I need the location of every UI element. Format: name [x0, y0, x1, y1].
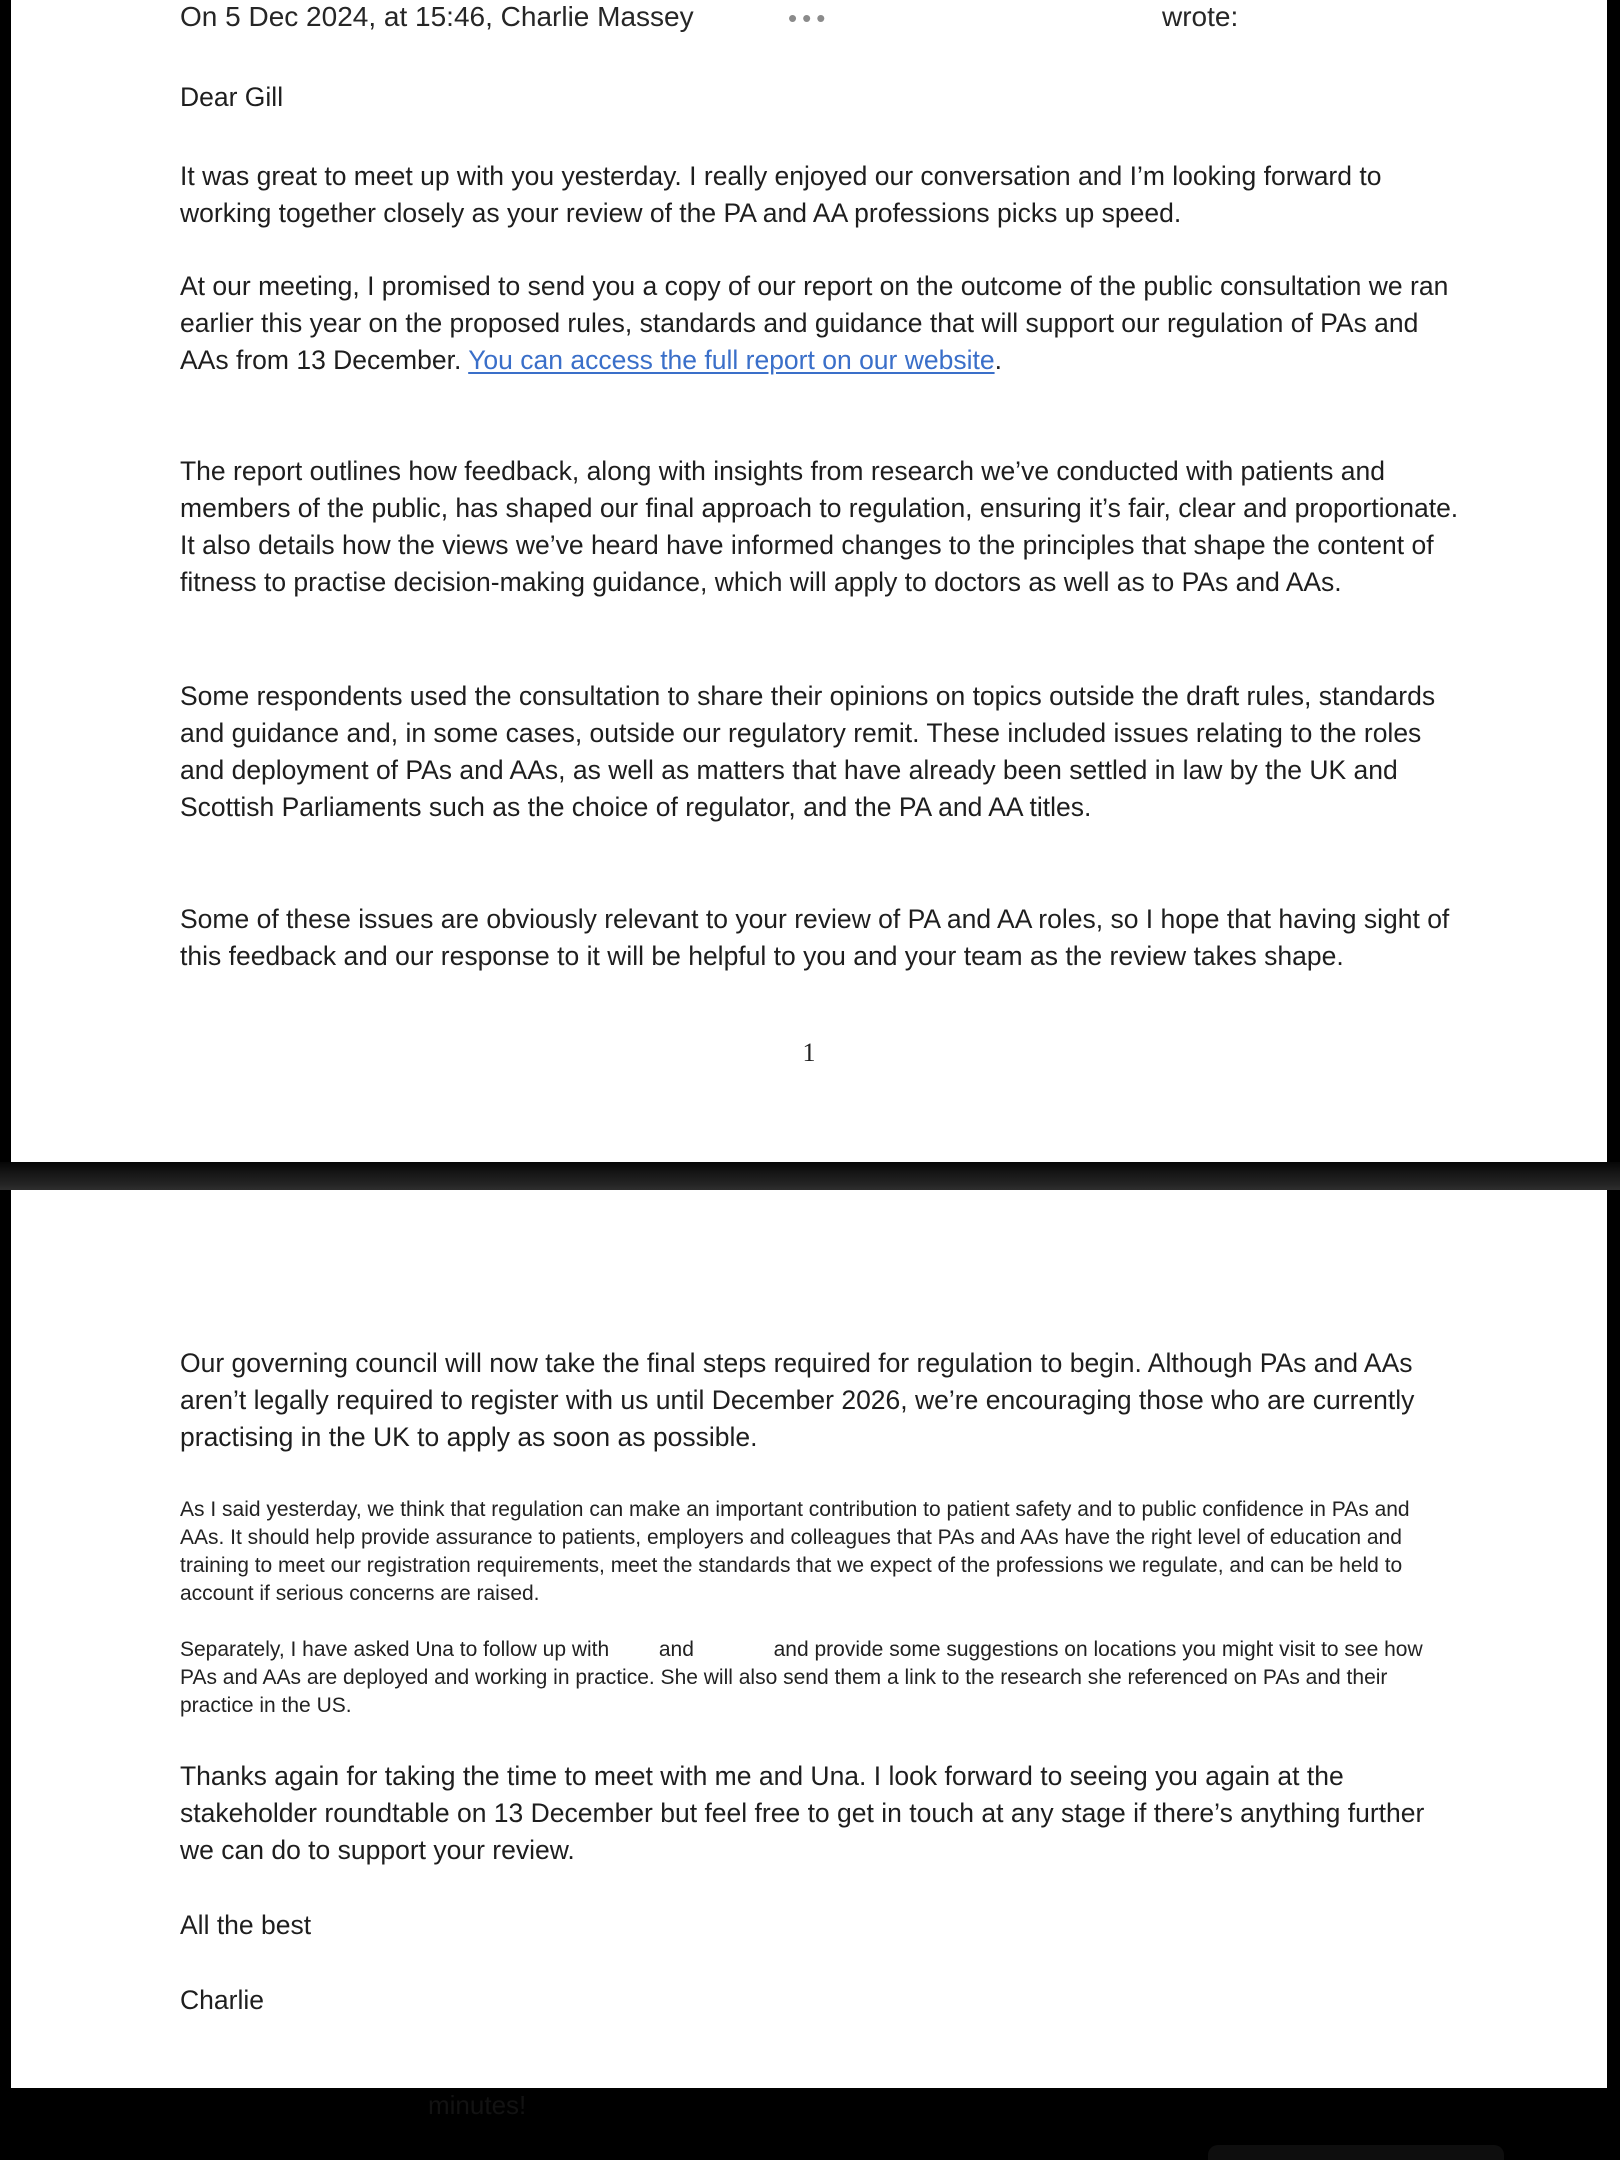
body-paragraph-2 — [180, 268, 1464, 379]
page-1 — [11, 0, 1607, 1162]
paragraph-text: and provide some suggestions on locations you might visit to see how PAs and AAs are deployed and working in practice. She will also send them a link to the research she referenced on PAs and their practice in the US. — [180, 1638, 1423, 1717]
paragraph-text: At our meeting, I promised to send you a copy of our report on the outcome of the public consultation we ran earlier this year on the proposed rules, standards and guidance that will support our regulation of PAs and AAs from 13 December. — [180, 271, 1449, 375]
body-paragraph-4: Some respondents used the consultation to share their opinions on topics outside the draft rules, standards and guidance and, in some cases, outside our regulatory remit. These included issues relating to the roles and deployment of PAs and AAs, as well as matters that have already been settled in law by the UK and Scottish Parliaments such as the choice of regulator, and the PA and AA titles. — [180, 681, 1436, 822]
page-2 — [11, 1190, 1607, 2088]
report-website-link[interactable]: You can access the full report on our website — [468, 345, 995, 375]
sentence-period: . — [994, 345, 1002, 375]
body-paragraph-1: It was great to meet up with you yesterday. I really enjoyed our conversation and I’m looking forward to working together closely as your review of the PA and AA professions picks up speed. — [180, 161, 1382, 228]
dark-patch — [1208, 2145, 1504, 2160]
body-paragraph-7: As I said yesterday, we think that regulation can make an important contribution to patient safety and to public confidence in PAs and AAs. It should help provide assurance to patients, employers and colleagues that PAs and AAs have the right level of education and training to meet our registration requirements, meet the standards that we expect of the professions we regulate, and can be held to account if serious concerns are raised. — [180, 1498, 1410, 1605]
body-paragraph-3: The report outlines how feedback, along with insights from research we’ve conducted with patients and members of the public, has shaped our final approach to regulation, ensuring it’s fair, clear and proportionate. It also details how the views we’ve heard have informed changes to the principles that shape the content of fitness to practise decision-making guidance, which will apply to doctors as well as to PAs and AAs. — [180, 456, 1459, 597]
body-paragraph-8 — [180, 1636, 1434, 1720]
body-paragraph-9: Thanks again for taking the time to meet with me and Una. I look forward to seeing you again at the stakeholder roundtable on 13 December but feel free to get in touch at any stage if there’s anything further we can do to support your review. — [180, 1761, 1425, 1865]
page-number: 1 — [802, 1038, 816, 1067]
page-separator-band — [0, 1162, 1620, 1190]
bottom-black-band — [0, 2088, 1620, 2160]
salutation: Dear Gill — [180, 82, 284, 112]
body-paragraph-6: Our governing council will now take the final steps required for regulation to begin. Although PAs and AAs aren’t legally required to register with us until December 2026, we’re encouraging those who are currently practising in the UK to apply as soon as possible. — [180, 1348, 1415, 1452]
body-paragraph-5: Some of these issues are obviously relevant to your review of PA and AA roles, so I hope that having sight of this feedback and our response to it will be helpful to you and your team as the review takes shape. — [180, 904, 1450, 971]
paragraph-text: Separately, I have asked Una to follow up with — [180, 1638, 610, 1661]
email-date-sender: On 5 Dec 2024, at 15:46, Charlie Massey — [180, 1, 694, 32]
email-wrote-label: wrote: — [1162, 1, 1239, 32]
email-closing: All the best — [180, 1910, 312, 1940]
email-header-line — [180, 1, 1597, 37]
obscured-text: minutes! — [428, 2090, 527, 2120]
paragraph-text: and — [658, 1638, 694, 1661]
ellipsis-icon[interactable]: ••• — [788, 3, 831, 33]
email-signature: Charlie — [180, 1985, 264, 2015]
